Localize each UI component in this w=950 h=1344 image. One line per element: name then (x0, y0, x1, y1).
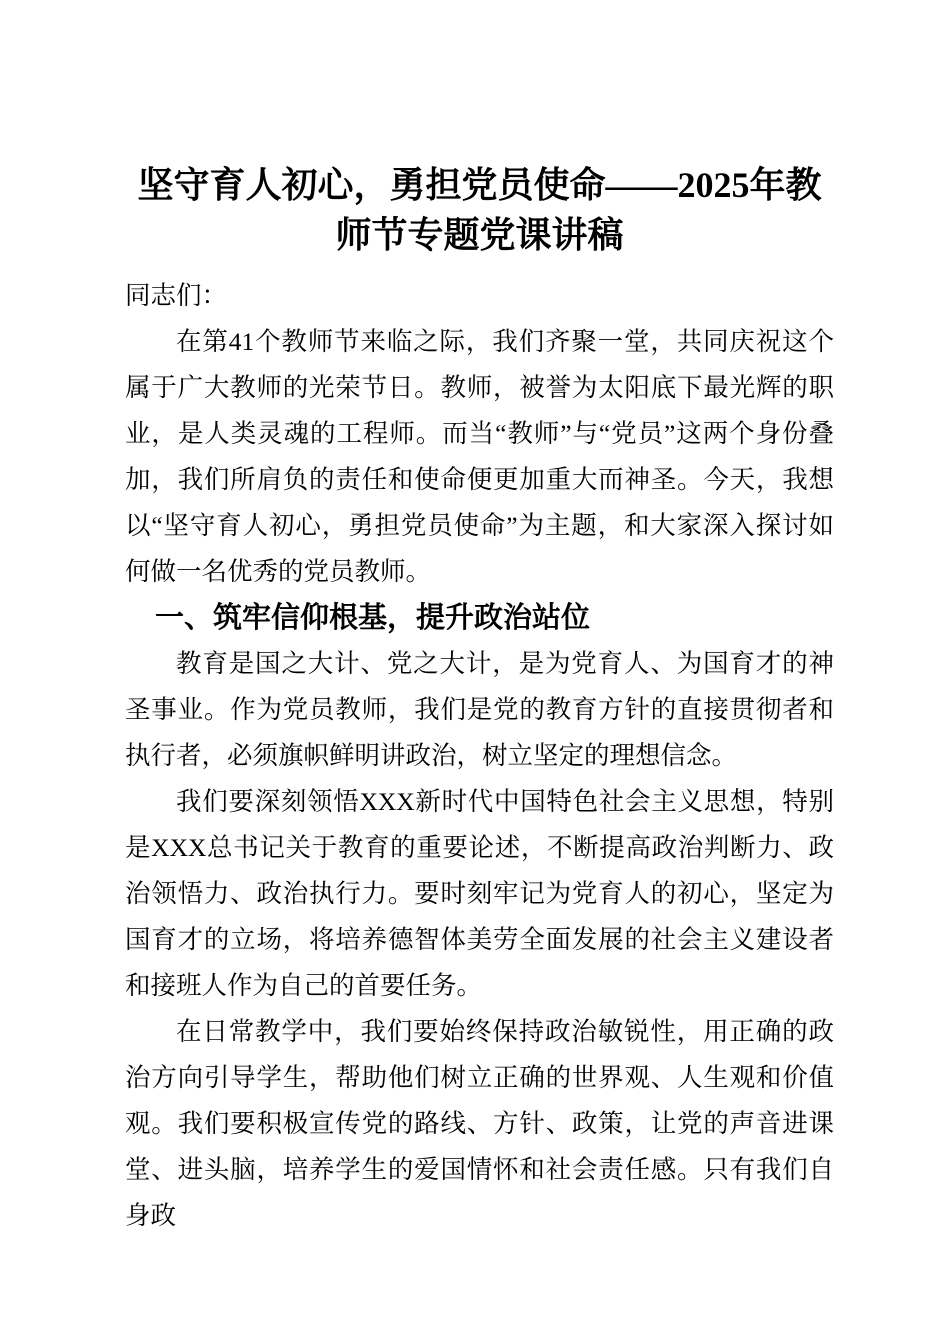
document-title: 坚守育人初心，勇担党员使命——2025年教师节专题党课讲稿 (137, 165, 822, 255)
salutation: 同志们： (125, 281, 228, 310)
section-1-paragraph-2: 我们要深刻领悟XXX新时代中国特色社会主义思想，特别是XXX总书记关于教育的重要论述，不断提高政治判断力、政治领悟力、政治执行力。要时刻牢记为党育人的初心，坚定为国育才的立场，将培养德智体美劳全面发展的社会主义建设者和接班人作为自己的首要任务。 (125, 787, 834, 1000)
section-1-paragraph-1: 教育是国之大计、党之大计，是为党育人、为国育才的神圣事业。作为党员教师，我们是党的教育方针的直接贯彻者和执行者，必须旗帜鲜明讲政治，树立坚定的理想信念。 (125, 649, 834, 770)
section-1-paragraph-3: 在日常教学中，我们要始终保持政治敏锐性，用正确的政治方向引导学生，帮助他们树立正确的世界观、人生观和价值观。我们要积极宣传党的路线、方针、政策，让党的声音进课堂、进头脑，培养学生的爱国情怀和社会责任感。只有我们自身政 (125, 1017, 834, 1230)
section-1-heading: 一、筑牢信仰根基，提升政治站位 (155, 602, 591, 634)
intro-paragraph: 在第41个教师节来临之际，我们齐聚一堂，共同庆祝这个属于广大教师的光荣节日。教师，被誉为太阳底下最光辉的职业，是人类灵魂的工程师。而当“教师”与“党员”这两个身份叠加，我们所肩负的责任和使命便更加重大而神圣。今天，我想以“坚守育人初心，勇担党员使命”为主题，和大家深入探讨如何做一名优秀的党员教师。 (125, 327, 834, 586)
